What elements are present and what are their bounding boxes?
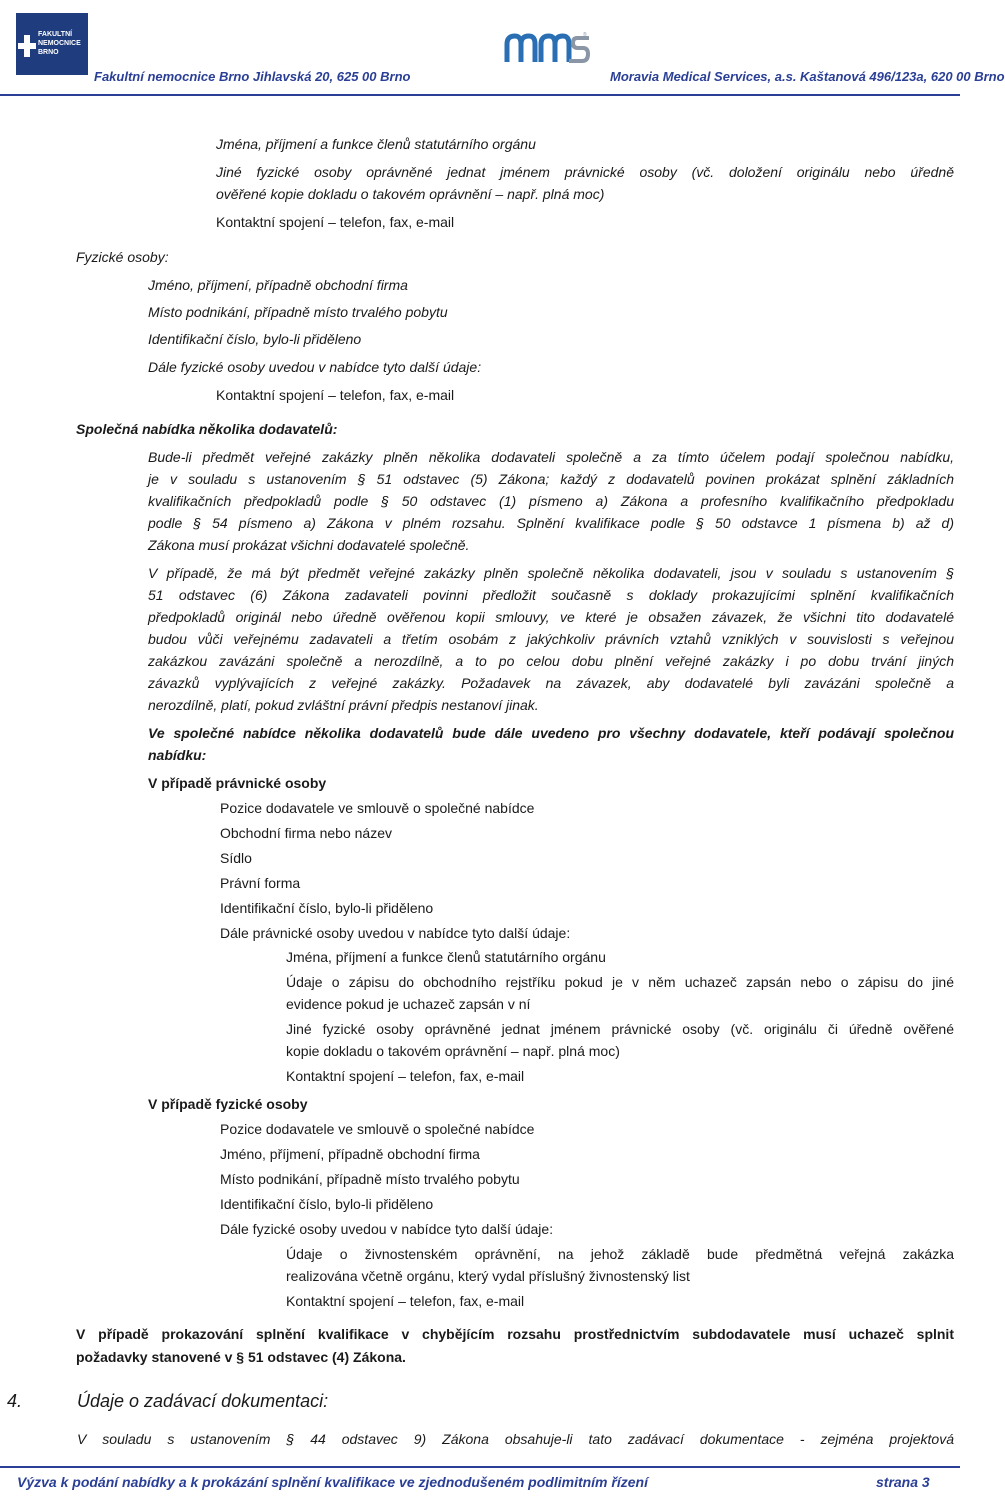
paragraph-line: Bude-li předmět veřejné zakázky plněn několika dodavateli společně a za tímto účelem podají společnou nabídku, (148, 449, 954, 465)
footer-title: Výzva k podání nabídky a k prokázání splnění kvalifikace ve zjednodušeném podlimitním řízení (17, 1474, 648, 1490)
list-item: Pozice dodavatele ve smlouvě o společné nabídce (220, 800, 535, 816)
bold-paragraph-line: Ve společné nabídce několika dodavatelů bude dále uvedeno pro všechny dodavatele, kteří podávají společnou (148, 725, 954, 741)
paragraph-line: Zákona musí prokázat všichni dodavatelé společně. (148, 537, 470, 553)
sub-list-item: Údaje o zápisu do obchodního rejstříku pokud je v něm uchazeč zapsán nebo o zápisu do jiné (286, 974, 954, 990)
hospital-address: Fakultní nemocnice Brno Jihlavská 20, 625 00 Brno (94, 69, 411, 84)
paragraph-line: závazků vyplývajících z veřejné zakázky. Požadavek na závazek, aby dodavatelé byli zavázáni společně a (148, 675, 954, 691)
paragraph-line: je v souladu s ustanovením § 51 odstavec (5) Zákona; každý z dodavatelů povinen prokázat splnění základních (148, 471, 954, 487)
list-item: Jméno, příjmení, případně obchodní firma (220, 1146, 480, 1162)
list-item: Právní forma (220, 875, 301, 891)
logo-text-line: NEMOCNICE (38, 40, 81, 47)
bold-paragraph-line: nabídku: (148, 747, 207, 763)
paragraph-line: zakázkou zavázáni společně a nerozdílně, a to po celou dobu plnění veřejné zakázky i po dobu trvání jiných (148, 653, 954, 669)
paragraph-line: nerozdílně, platí, pokud zvláštní právní předpis nestanoví jinak. (148, 697, 539, 713)
sub-list-item: Údaje o živnostenském oprávnění, na jehož základě bude předmětná veřejná zakázka (286, 1246, 954, 1262)
list-item: Dále fyzické osoby uvedou v nabídce tyto další údaje: (220, 1221, 554, 1237)
list-item: Místo podnikání, případně místo trvalého pobytu (220, 1171, 520, 1187)
section-heading: Fyzické osoby: (76, 249, 169, 265)
sub-list-item: Jména, příjmení a funkce členů statutárního orgánu (286, 949, 606, 965)
paragraph-line: kvalifikačních předpokladů podle § 50 odstavec (1) písmeno a) Zákona a profesního kvalifikačního předpokladu (148, 493, 954, 509)
paragraph-line: V souladu s ustanovením § 44 odstavec 9) Zákona obsahuje-li tato zadávací dokumentace - zejména projektová (77, 1431, 954, 1447)
list-item: Pozice dodavatele ve smlouvě o společné nabídce (220, 1121, 535, 1137)
section-title: Údaje o zadávací dokumentaci: (77, 1391, 329, 1411)
text-line: Kontaktní spojení – telefon, fax, e-mail (216, 214, 455, 230)
text-line: Jiné fyzické osoby oprávněné jednat jménem právnické osoby (vč. doložení originálu nebo úředně (216, 164, 954, 180)
text-line: Místo podnikání, případně místo trvalého pobytu (148, 304, 448, 320)
text-line: Identifikační číslo, bylo-li přiděleno (148, 331, 362, 347)
paragraph-line: 51 odstavec (6) Zákona zadavateli povinni předložit současně s doklady prokazujícími splnění kvalifikačních (148, 587, 954, 603)
paragraph-line: budou vůči veřejnému zadavateli a třetím osobám z jakýchkoliv právních vztahů vzniklých v souvislosti s veřejnou (148, 631, 954, 647)
subsection-heading: V případě fyzické osoby (148, 1096, 308, 1112)
text-line: Kontaktní spojení – telefon, fax, e-mail (216, 387, 455, 403)
section-heading: Společná nabídka několika dodavatelů: (76, 421, 338, 437)
sub-list-item: kopie dokladu o takovém oprávnění – např. plná moc) (286, 1043, 620, 1059)
list-item: Dále právnické osoby uvedou v nabídce tyto další údaje: (220, 925, 571, 941)
section-number: 4. (7, 1391, 23, 1411)
sub-list-item: Jiné fyzické osoby oprávněné jednat jménem právnické osoby (vč. originálu či úředně ověřené (286, 1021, 954, 1037)
text-line: ověřené kopie dokladu o takovém oprávnění – např. plná moc) (216, 186, 605, 202)
footer-divider (0, 1466, 960, 1468)
list-item: Obchodní firma nebo název (220, 825, 392, 841)
sub-list-item: evidence pokud je uchazeč zapsán v ní (286, 996, 531, 1012)
list-item: Identifikační číslo, bylo-li přiděleno (220, 900, 434, 916)
header-divider (0, 94, 960, 96)
list-item: Identifikační číslo, bylo-li přiděleno (220, 1196, 434, 1212)
hospital-logo (16, 13, 88, 75)
text-line: Jména, příjmení a funkce členů statutárního orgánu (216, 136, 536, 152)
bold-paragraph-line: požadavky stanovené v § 51 odstavec (4) Zákona. (76, 1349, 406, 1365)
mms-logo-text: ® (583, 32, 587, 38)
sub-list-item: realizována včetně orgánu, který vydal příslušný živnostenský list (286, 1268, 690, 1284)
page-number: strana 3 (876, 1474, 930, 1490)
paragraph-line: V případě, že má být předmět veřejné zakázky plněn společně několika dodavateli, jsou v souladu s ustanovením § (148, 565, 954, 581)
logo-text-line: FAKULTNÍ (38, 31, 73, 38)
text-line: Jméno, příjmení, případně obchodní firma (148, 277, 408, 293)
paragraph-line: předpokladů originál nebo úředně ověřenou kopii smlouvy, ve které je obsažen závazek, že všichni tito dodavatelé (148, 609, 954, 625)
logo-text-line: BRNO (38, 49, 59, 56)
subsection-heading: V případě právnické osoby (148, 775, 327, 791)
bold-paragraph-line: V případě prokazování splnění kvalifikace v chybějícím rozsahu prostřednictvím subdodavatele musí uchazeč splnit (76, 1326, 954, 1342)
list-item: Sídlo (220, 850, 252, 866)
text-line: Dále fyzické osoby uvedou v nabídce tyto další údaje: (148, 359, 482, 375)
company-address: Moravia Medical Services, a.s. Kaštanová 496/123a, 620 00 Brno (610, 69, 1005, 84)
mms-logo (503, 30, 593, 68)
sub-list-item: Kontaktní spojení – telefon, fax, e-mail (286, 1068, 525, 1084)
sub-list-item: Kontaktní spojení – telefon, fax, e-mail (286, 1293, 525, 1309)
paragraph-line: podle § 54 písmeno a) Zákona v plném rozsahu. Splnění kvalifikace podle § 50 odstavce 1 písmena b) až d) (148, 515, 954, 531)
